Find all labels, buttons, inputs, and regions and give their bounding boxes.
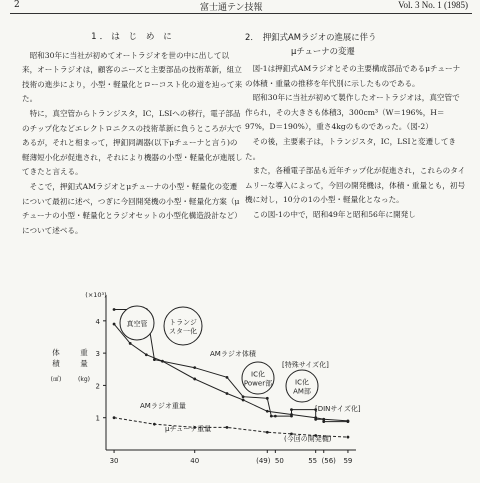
data-point: [347, 436, 350, 439]
x-tick-label: 50: [274, 457, 284, 465]
y-axis-unit-weight: (kg): [78, 376, 90, 383]
data-point: [153, 423, 156, 426]
data-point: [290, 408, 293, 411]
paragraph: 昭和30年に当社が初めてオートラジオを世の中に出して以来，オートラジオは，顧客のニーズと主要部品の技術革新，組立技術の進歩により，小型・軽量化とローコスト化の道を辿って来た。: [22, 50, 243, 104]
data-point: [226, 426, 229, 429]
x-tick-label: 55: [308, 457, 318, 465]
data-point: [129, 342, 132, 345]
data-point: [266, 431, 269, 434]
data-point: [242, 395, 245, 398]
data-point: [113, 323, 116, 326]
data-point: [290, 413, 293, 416]
series-label-volume: AMラジオ体積: [210, 350, 256, 358]
y-exponent-label: (×10³): [85, 291, 107, 299]
page-number: 2: [14, 0, 20, 10]
din-size-label: [DINサイズ化]: [315, 405, 361, 413]
transistor-label: スタ一化: [169, 327, 197, 336]
x-tick-label: (56): [321, 457, 336, 465]
this-model-label: (今回の開発機): [284, 435, 332, 443]
paragraph: 図-1は押釦式AMラジオとその主要構成部品であるμチューナの体積・重量の推移を年代別に示したものである。: [245, 64, 461, 88]
data-point: [266, 397, 269, 400]
series-label-tuner: μチューナ重量: [165, 425, 212, 433]
section-1-heading: 1．は じ め に: [91, 32, 175, 42]
y-tick-label: 1: [95, 414, 100, 423]
ic-power-label: IC化: [251, 370, 265, 379]
y-tick-label: 2: [95, 382, 100, 391]
transistor-label: トランジ: [169, 318, 197, 327]
series-label-weight: AMラジオ重量: [140, 402, 186, 410]
data-point: [347, 420, 350, 423]
header-rule: [10, 13, 472, 14]
data-point: [274, 415, 277, 418]
data-point: [193, 366, 196, 369]
data-point: [113, 308, 116, 311]
x-tick-label: 30: [109, 457, 119, 465]
x-tick-label: 59: [343, 457, 353, 465]
ic-am-label: AM部: [293, 387, 311, 396]
data-point: [193, 378, 196, 381]
data-point: [314, 416, 317, 419]
y-axis-title-volume: 積: [52, 359, 60, 368]
ic-power-label: Power部: [243, 379, 273, 388]
data-point: [226, 376, 229, 379]
paragraph: 昭和30年に当社が初めて製作したオートラジオは，真空管で作られ，その大きさも体積3，300cm³（W＝196%，H＝97%，D＝190%），重さ4kgのものであった。（図-2）: [245, 93, 460, 132]
journal-title: 富士通テン技報: [200, 3, 263, 13]
data-point: [270, 415, 273, 418]
page-header: [0, 0, 480, 14]
volume-info: Vol. 3 No. 1 (1985): [398, 0, 468, 10]
paragraph: また，各種電子部品も近年チップ化が促進され，これらのタイムリーな導入によって，今回の開発機は，体積・重量とも，初号機に対し，10分の1の小型・軽量化となった。: [245, 166, 466, 205]
section-2-heading: 2． 押釦式AMラジオの進展に伴う: [245, 32, 377, 42]
y-tick-label: 3: [95, 350, 100, 359]
paragraph: この図-1の中で，昭和49年と昭和56年に開発し: [252, 209, 416, 219]
y-axis-title-volume: 体: [52, 348, 60, 357]
data-point: [266, 410, 269, 413]
data-point: [322, 418, 325, 421]
figure-1-chart: [0, 283, 480, 483]
y-axis-title-weight: 量: [80, 359, 88, 368]
left-column: [22, 30, 244, 238]
ic-am-label: IC化: [295, 378, 309, 387]
y-tick-label: 4: [95, 317, 100, 326]
right-column: [245, 30, 467, 223]
paragraph: その後，主要素子は，トランジスタ，IC，LSIと変遷してきた。: [245, 136, 457, 161]
y-axis-title-weight: 重: [80, 348, 88, 357]
paragraph: 特に，真空管からトランジスタ，IC，LSIへの移行，電子部品のチップ化などエレクトロニクスの技術革新に負うところが大であるが，それと相まって，押釦同調器(以下μチューナと言う)の軽薄短小化が促進され，それにより機器の小型・軽量化が進展してきたと言える。: [22, 108, 243, 177]
data-point: [226, 392, 229, 395]
section-2-heading-line2: μチューナの変遷: [291, 46, 355, 56]
special-size-label: [特殊サイズ化]: [282, 361, 329, 369]
paragraph: そこで，押釦式AMラジオとμチューナの小型・軽量化の変遷について最初に述べ，つぎに今回開発機の小型・軽量化方案（μチューナの小型・軽量化とラジオセットの小型化構造設計など）について述べる。: [22, 181, 242, 235]
x-tick-label: (49): [256, 457, 271, 465]
data-point: [242, 399, 245, 402]
data-point: [113, 416, 116, 419]
y-axis-unit-volume: (㎤): [50, 376, 62, 383]
x-tick-label: 40: [190, 457, 200, 465]
data-point: [145, 353, 148, 356]
data-point: [161, 360, 164, 363]
vacuum-tube-label: 真空管: [126, 320, 148, 328]
